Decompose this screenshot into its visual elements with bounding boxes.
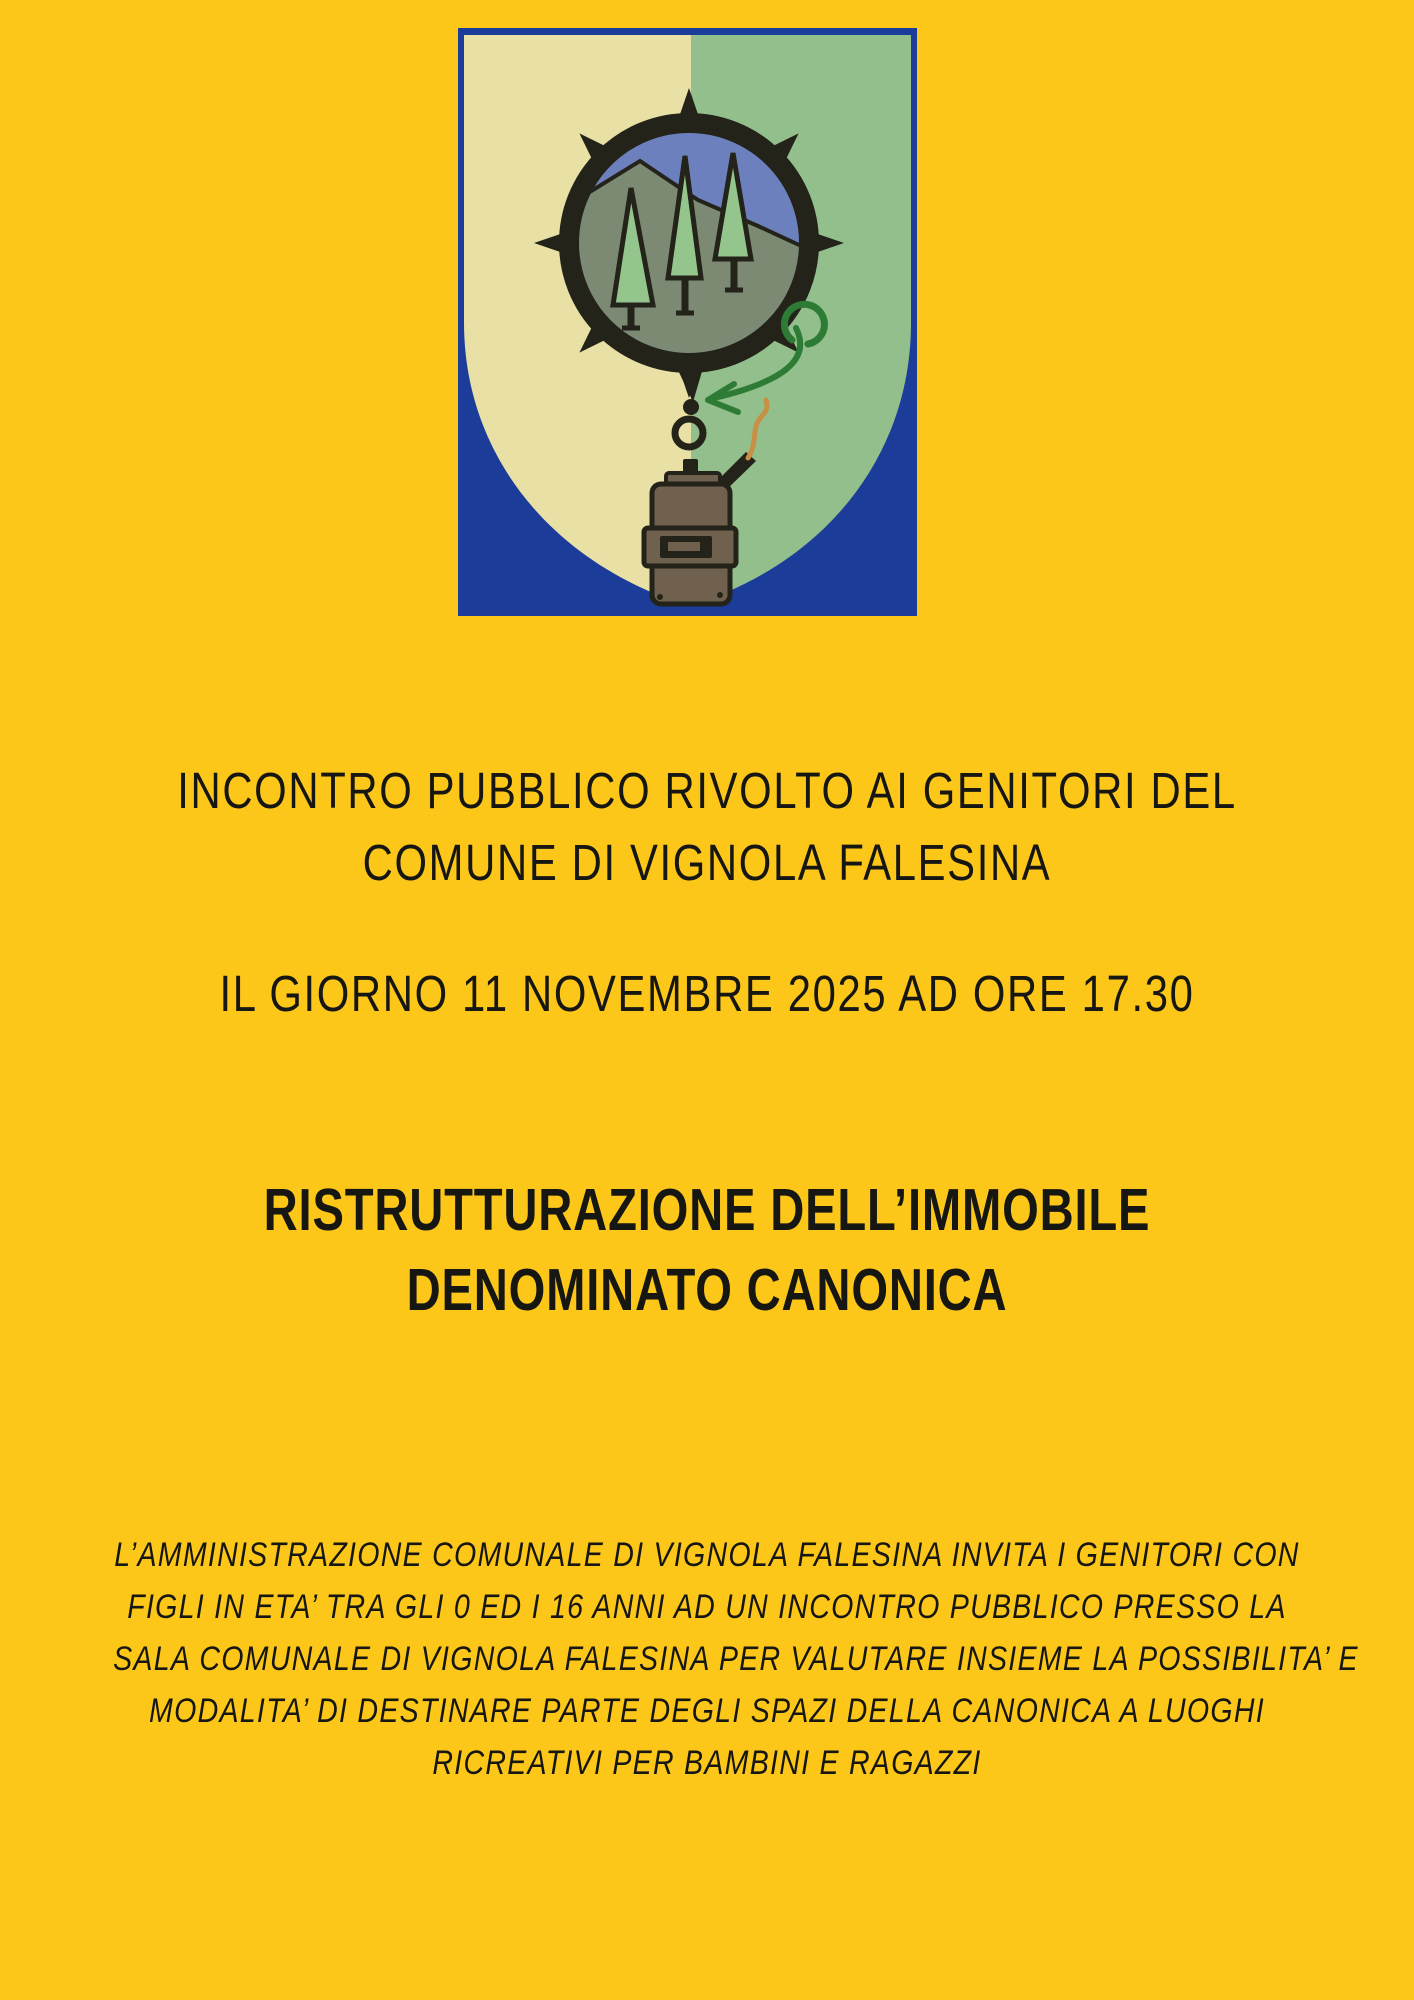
- event-datetime: IL GIORNO 11 NOVEMBRE 2025 AD ORE 17.30: [219, 965, 1195, 1022]
- event-title: [141, 1170, 1272, 1330]
- headline-line-2: COMUNE DI VIGNOLA FALESINA: [362, 834, 1052, 891]
- coat-of-arms-graphic: [458, 28, 917, 616]
- body-text-line: FIGLI IN ETA’ TRA GLI 0 ED I 16 ANNI AD UN INCONTRO PUBBLICO PRESSO LA: [127, 1588, 1287, 1626]
- body-text-line: L’AMMINISTRAZIONE COMUNALE DI VIGNOLA FALESINA INVITA I GENITORI CON: [114, 1536, 1300, 1574]
- body-text-line: SALA COMUNALE DI VIGNOLA FALESINA PER VALUTARE INSIEME LA POSSIBILITA’ E: [113, 1640, 1359, 1678]
- body-text-line: MODALITA’ DI DESTINARE PARTE DEGLI SPAZI DELLA CANONICA A LUOGHI: [149, 1692, 1265, 1730]
- event-title-line-1: RISTRUTTURAZIONE DELL’IMMOBILE: [263, 1177, 1151, 1243]
- headline: [127, 755, 1286, 899]
- event-title-line-2: DENOMINATO CANONICA: [406, 1257, 1008, 1323]
- municipal-crest-image: [458, 28, 917, 616]
- body-text-line: RICREATIVI PER BAMBINI E RAGAZZI: [432, 1744, 982, 1782]
- body-text: [113, 1529, 1359, 1789]
- headline-line-1: INCONTRO PUBBLICO RIVOLTO AI GENITORI DEL: [177, 762, 1237, 819]
